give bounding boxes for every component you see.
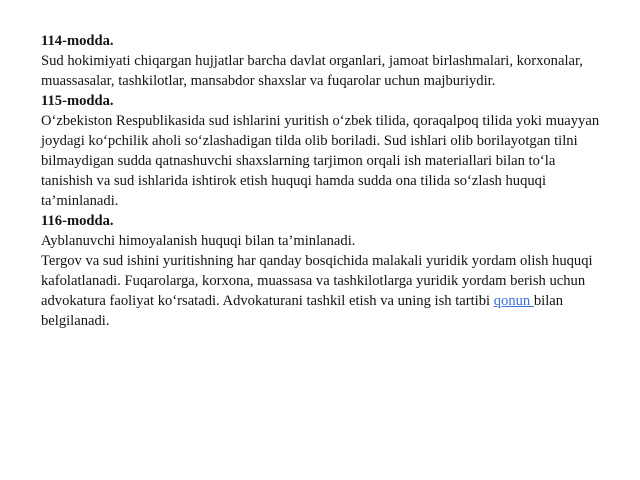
article-text-116-p2 — [41, 251, 606, 331]
article-heading-114: 114-modda. — [41, 33, 114, 49]
qonun-link[interactable]: qonun — [493, 293, 534, 309]
article-text-116-p2-after: bilan belgilanadi. — [41, 293, 564, 329]
article-text-114: Sud hokimiyati chiqargan hujjatlar barcha davlat organlari, jamoat birlashmalari, korxonalar, muassasalar, tashkilotlar, mansabdor shaxslar va fuqarolar uchun majburiydir. — [41, 53, 583, 89]
article-heading-115: 115-modda. — [41, 93, 114, 109]
article-text-116-p2-before: Tergov va sud ishini yuritishning har qanday bosqichida malakali yuridik yordam olish huquqi kafolatlanadi. Fuqarolarga, korxona, muassasa va tashkilotlarga yuridik yordam berish uchun advokatura faoliyat ko‘rsatadi. Advokaturani tashkil etish va uning ish tartibi — [41, 253, 593, 309]
document-body — [41, 31, 606, 331]
article-heading-116: 116-modda. — [41, 213, 114, 229]
article-text-115: O‘zbekiston Respublikasida sud ishlarini yuritish o‘zbek tilida, qoraqalpoq tilida yoki muayyan joydagi ko‘pchilik aholi so‘zlashadigan tilda olib boriladi. Sud ishlari olib borilayotgan tilni bilmaydigan sudda qatnashuvchi shaxslarning tarjimon orqali ish materiallari bilan to‘la tanishish va sud ishlarida ishtirok etish huquqi hamda sudda ona tilida so‘zlash huquqi ta’minlanadi. — [41, 113, 600, 209]
article-text-116-p1: Ayblanuvchi himoyalanish huquqi bilan ta’minlanadi. — [41, 233, 356, 249]
